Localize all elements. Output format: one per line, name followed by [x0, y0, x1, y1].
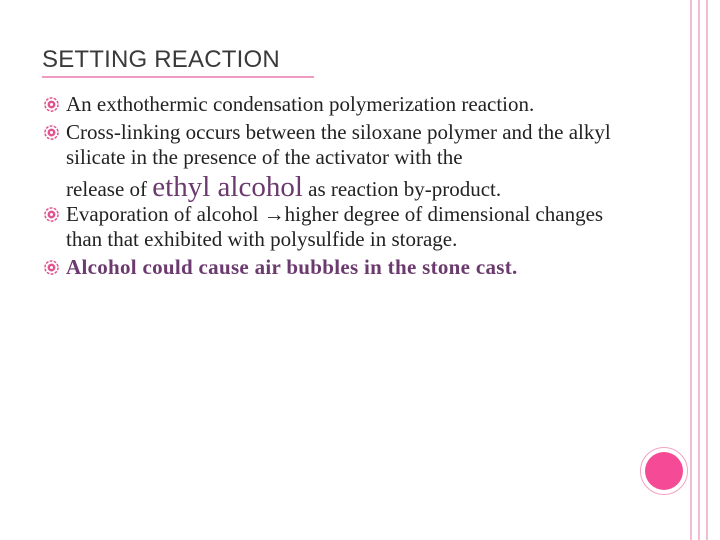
bullet-item: [44, 120, 644, 202]
decorative-border-line: [690, 0, 692, 540]
slide-title: SETTING REACTION: [42, 46, 280, 73]
bullet-text-line: [66, 171, 644, 203]
bullet-text: Cross-linking occurs between the siloxane polymer and the alkyl silicate in the presence of the activator with the: [66, 120, 611, 169]
decorative-border-line: [698, 0, 700, 540]
bullet-text: as reaction by-product.: [308, 177, 502, 201]
title-underline: [42, 76, 314, 78]
bullet-list: [44, 90, 644, 280]
decorative-border-line: [706, 0, 708, 540]
bullet-item: [44, 92, 644, 117]
bullet-item: [44, 255, 644, 280]
gear-bullet-icon: [44, 125, 59, 140]
bullet-text: An exthothermic condensation polymerization reaction.: [66, 92, 535, 116]
gear-bullet-icon: [44, 97, 59, 112]
highlight-text: ethyl alcohol: [152, 171, 303, 203]
gear-bullet-icon: [44, 260, 59, 275]
bullet-text: release of: [66, 177, 148, 201]
bullet-text: Alcohol could cause air bubbles in the stone cast.: [66, 255, 518, 279]
bullet-item: [44, 202, 644, 252]
bullet-text: Evaporation of alcohol →higher degree of dimensional changes than that exhibited with polysulfide in storage.: [66, 202, 604, 251]
gear-bullet-icon: [44, 207, 59, 222]
decorative-circle-fill: [645, 452, 683, 490]
decorative-circle: [640, 447, 688, 495]
